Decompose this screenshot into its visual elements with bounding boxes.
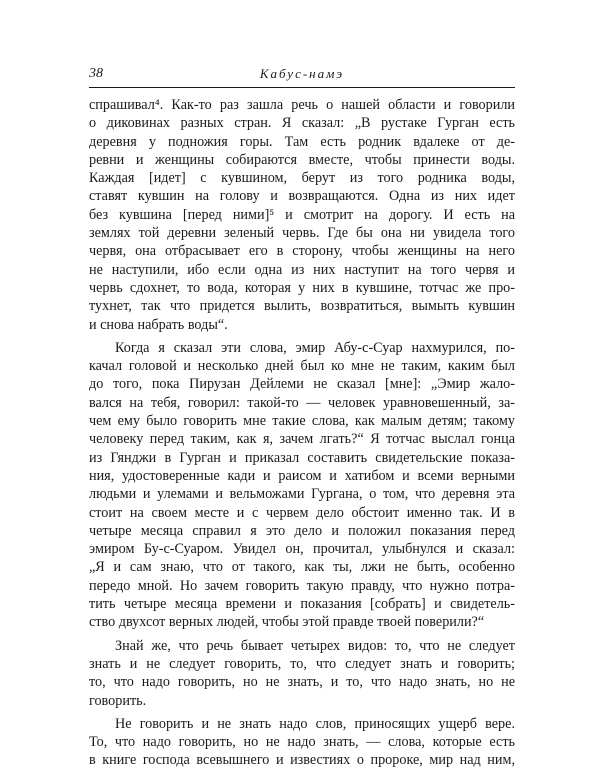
body-text [89,96,515,770]
text-line: ставят кувшин на голову и возвращаются. Одна из них идет [89,188,515,205]
text-line: деревня у подножия горы. Там есть родник вдалеке от де- [89,133,515,150]
text-line: передо мной. Но зачем говорить такую правду, что нужно потра- [89,577,515,594]
text-line: говорить. [89,692,147,709]
paragraph-4 [89,715,515,770]
text-line: Знай же, что речь бывает четырех видов: то, что не следует [115,637,515,654]
text-line: четыре месяца справил я это дело и положил показания перед [89,522,515,539]
header-rule [89,87,515,88]
text-line: людьми и улемами и вельможами Гургана, о том, что деревня эта [89,486,515,503]
paragraph-1 [89,96,515,334]
running-title: Кабус-намэ [259,66,345,81]
text-line: ство двухсот верных людей, чтобы этой правде твоей поверили?“ [89,614,485,631]
text-line: тухнет, так что придется вылить, возвратиться, вымыть кувшин [89,298,515,315]
text-line: Каждая [идет] с кувшином, берут из того родника воды, [89,170,515,187]
text-line: качал головой и несколько дней был ко мне не таким, каким был [89,358,515,375]
page-header [89,66,515,86]
text-line: в книге господа всевышнего и известиях о пророке, мир над ним, [89,752,515,769]
text-line: ния, удостоверенные кади и раисом и хатибом и всеми верными [89,467,515,484]
text-line: до того, пока Пирузан Дейлеми не сказал [мне]: „Эмир жало- [89,376,515,393]
text-line: Когда я сказал эти слова, эмир Абу-с-Суар нахмурился, по- [115,339,515,356]
text-line: о диковинах разных стран. Я сказал: „В рустаке Гурган есть [89,115,515,132]
text-line: То, что надо говорить, но не надо знать, — слова, которые есть [89,734,515,751]
paragraph-3 [89,637,515,710]
text-line: ревни и женщины собираются вместе, чтобы принести воды. [89,151,515,168]
text-line: и снова набрать воды“. [89,316,228,333]
paragraph-2 [89,339,515,632]
text-line: чем ему было говорить мне такие слова, как малым детям; такому [89,413,515,430]
text-line: вался на тебя, говорил: такой-то — человек уравновешенный, за- [89,394,515,411]
text-line: человеку перед таким, как я, зачем лгать?“ Я тотчас выслал гонца [89,431,515,448]
text-line: знать и не следует говорить, то, что следует знать и говорить; [89,655,515,672]
text-line: червь сдохнет, то вода, которая у них в кувшине, тотчас же про- [89,279,515,296]
text-line: спрашивал⁴. Как-то раз зашла речь о нашей области и говорили [89,97,515,113]
text-line: тить четыре месяца времени и показания [собрать] и свидетель- [89,596,515,613]
text-line: „Я и сам знаю, что от такого, как ты, лжи не быть, особенно [89,559,515,576]
text-line: без кувшина [перед ними]⁵ и смотрит на дорогу. И есть на [89,206,515,223]
text-line: не наступили, ибо если одна из них наступит на того червя и [89,261,515,278]
text-line: червя, она отбрасывает его в сторону, чтобы женщины на него [89,243,515,260]
text-line: стоит на своем месте и с червем дело обстоит именно так. И в [89,504,515,521]
text-line: эмиром Бу-с-Суаром. Увидел он, прочитал, улыбнулся и сказал: [89,541,515,558]
text-line: то, что надо говорить, но не знать, и то, что надо знать, но не [89,674,515,691]
page-number: 38 [89,66,103,81]
text-line: Не говорить и не знать надо слов, приносящих ущерб вере. [115,715,515,732]
text-line: из Гянджи в Гурган и приказал составить свидетельские показа- [89,449,515,466]
text-line: землях той деревни зеленый червь. Где бы она ни увидела того [89,225,515,242]
